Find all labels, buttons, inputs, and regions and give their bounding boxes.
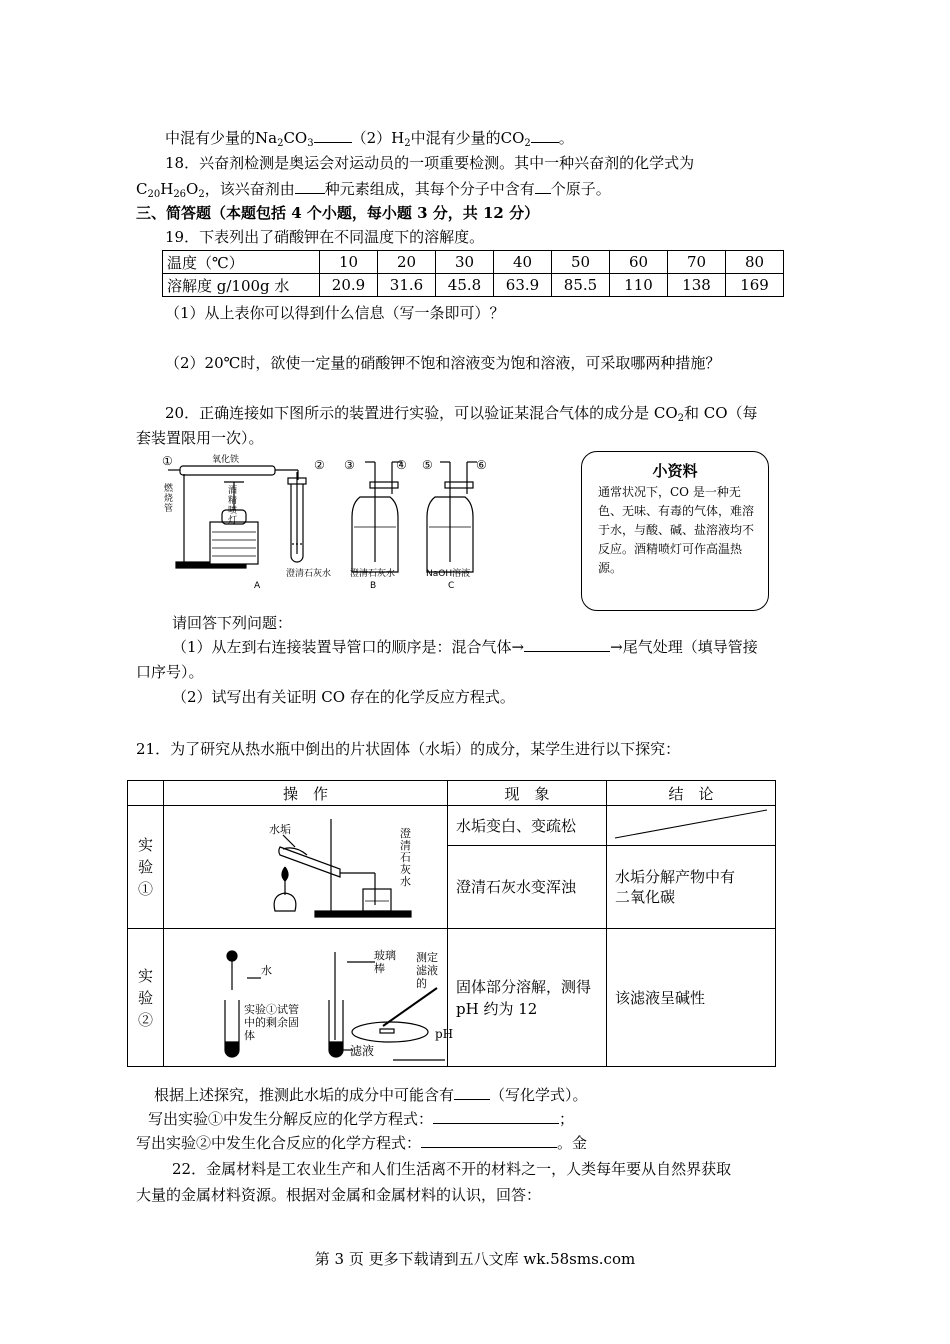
exp1-phenomenon-2: 澄清石灰水变浑浊 xyxy=(448,845,607,928)
q17-line: 中混有少量的$Na_2CO_3$ $(2)H_2$中混有少量的$CO_2$ 。 xyxy=(165,129,574,149)
ph-label: pH xyxy=(435,1027,454,1041)
measure-label: 测定滤液的 xyxy=(416,951,438,990)
spirit-lamp-label: 酒精喷灯 xyxy=(228,486,238,526)
table-cell: 80 xyxy=(726,251,784,274)
q20-line1: 20．正确连接如下图所示的装置进行实验，可以验证某混合气体的成分是 $CO_2$和 CO（每 xyxy=(165,404,758,424)
exp2-phenomenon: 固体部分溶解，测得pH 约为 12 xyxy=(448,929,607,1067)
port-6-label: ⑥ xyxy=(476,458,487,472)
q19-intro: 19．下表列出了硝酸钾在不同温度下的溶解度。 xyxy=(165,228,485,246)
exp1-phenomenon-1: 水垢变白、变疏松 xyxy=(448,806,607,846)
answer-blank[interactable] xyxy=(535,179,551,194)
scale-label: 水垢 xyxy=(269,823,291,836)
header-phenomenon: 现 象 xyxy=(448,781,607,806)
glass-rod-label: 玻璃棒 xyxy=(374,949,396,975)
table-cell: 40 xyxy=(494,251,552,274)
combustion-tube-label: 燃烧管 xyxy=(164,484,174,514)
slash-line xyxy=(607,806,773,844)
q20-sub1-cont: 口序号）。 xyxy=(136,663,204,681)
iron-oxide-label: 氧化铁 xyxy=(212,455,240,465)
solubility-table xyxy=(162,250,784,297)
limewater-a-label: 澄清石灰水 xyxy=(286,569,332,579)
residue-label: 实验①试管中的剩余固体 xyxy=(244,1003,299,1042)
table-cell: 50 xyxy=(552,251,610,274)
exp2-figure-cell xyxy=(164,929,454,1067)
q18-line2: $C_{20}H_{26}O_2$，该兴奋剂由 种元素组成，其每个分子中含有 个原子。 xyxy=(136,180,611,200)
apparatus-diagram xyxy=(160,452,505,592)
table-cell: 10 xyxy=(320,251,378,274)
table-row xyxy=(163,274,784,297)
answer-blank[interactable] xyxy=(531,128,559,143)
page-footer: 第 3 页 更多下载请到五八文库 wk.58sms.com xyxy=(314,1250,636,1268)
naoh-label: NaOH溶液 xyxy=(426,569,471,579)
info-box xyxy=(581,451,769,611)
q21-conclusion: 根据上述探究，推测此水垢的成分中可能含有 （写化学式）。 xyxy=(154,1086,588,1104)
port-5-label: ⑤ xyxy=(422,458,433,472)
answer-blank[interactable] xyxy=(314,128,352,143)
table-cell: 138 xyxy=(668,274,726,297)
filtration-figure xyxy=(165,930,454,1065)
q18-line1: 18．兴奋剂检测是奥运会对运动员的一项重要检测。其中一种兴奋剂的化学式为 xyxy=(165,154,695,172)
table-cell: 45.8 xyxy=(436,274,494,297)
q21-intro: 21．为了研究从热水瓶中倒出的片状固体（水垢）的成分，某学生进行以下探究： xyxy=(136,740,681,758)
q20-sub2: （2）试写出有关证明 CO 存在的化学反应方程式。 xyxy=(172,688,515,706)
exp2-conclusion: 该滤液呈碱性 xyxy=(607,929,776,1067)
table-cell: 温度（℃） xyxy=(163,251,320,274)
table-row xyxy=(128,806,776,846)
exp1-label: 实验① xyxy=(128,806,164,929)
apparatus-c-label: C xyxy=(448,581,455,591)
answer-blank[interactable] xyxy=(454,1085,490,1100)
port-3-label: ③ xyxy=(344,458,355,472)
answer-blank[interactable] xyxy=(295,179,325,194)
table-cell: 63.9 xyxy=(494,274,552,297)
table-cell: 20 xyxy=(378,251,436,274)
table-cell: 110 xyxy=(610,274,668,297)
table-row xyxy=(163,251,784,274)
info-text: 通常状况下，CO 是一种无色、无味、有毒的气体，难溶于水，与酸、碱、盐溶液均不反应。酒精喷灯可作高温热源。 xyxy=(598,485,755,575)
q21-eq1: 写出实验①中发生分解反应的化学方程式： ； xyxy=(148,1110,575,1128)
exp1-conclusion-1 xyxy=(607,806,776,846)
q19-sub2: （2）20℃时，欲使一定量的硝酸钾不饱和溶液变为饱和溶液，可采取哪两种措施？ xyxy=(165,354,721,372)
exp1-figure-cell xyxy=(164,806,448,929)
answer-blank[interactable] xyxy=(421,1133,557,1148)
table-cell xyxy=(128,781,164,806)
limewater-b-label: 澄清石灰水 xyxy=(350,569,396,579)
table-cell: 20.9 xyxy=(320,274,378,297)
header-operation: 操 作 xyxy=(164,781,448,806)
exp1-conclusion-2: 水垢分解产物中有二氧化碳 xyxy=(607,845,776,928)
port-4-label: ④ xyxy=(396,458,407,472)
table-cell: 85.5 xyxy=(552,274,610,297)
q22-line2: 大量的金属材料资源。根据对金属和金属材料的认识，回答： xyxy=(136,1186,542,1204)
info-title: 小资料 xyxy=(652,462,698,480)
answer-blank[interactable] xyxy=(524,637,610,652)
filtrate-label: 滤液 xyxy=(350,1044,375,1058)
apparatus-a-label: A xyxy=(254,581,261,591)
table-cell: 溶解度 g/100g 水 xyxy=(163,274,320,297)
table-cell: 70 xyxy=(668,251,726,274)
q20-line2: 套装置限用一次）。 xyxy=(136,429,264,447)
header-conclusion: 结 论 xyxy=(607,781,776,806)
port-2-label: ② xyxy=(314,458,325,472)
q20-sub1: （1）从左到右连接装置导管口的顺序是：混合气体→ →尾气处理（填导管接 xyxy=(172,638,758,656)
port-1-label: ① xyxy=(162,454,173,468)
q20-ask: 请回答下列问题： xyxy=(172,614,293,632)
apparatus-b-label: B xyxy=(370,581,377,591)
limewater-label: 澄清石灰水 xyxy=(400,827,411,888)
answer-blank[interactable] xyxy=(433,1109,559,1124)
q21-eq2: 写出实验②中发生化合反应的化学方程式： 。金 xyxy=(136,1134,588,1152)
q22-line1: 22．金属材料是工农业生产和人们生活离不开的材料之一，人类每年要从自然界获取 xyxy=(172,1160,732,1178)
water-label: 水 xyxy=(261,964,272,977)
table-cell: 60 xyxy=(610,251,668,274)
experiment-table xyxy=(127,780,776,1067)
exp2-label: 实验② xyxy=(128,929,164,1067)
table-cell: 31.6 xyxy=(378,274,436,297)
table-cell: 169 xyxy=(726,274,784,297)
table-cell: 30 xyxy=(436,251,494,274)
q19-sub1: （1）从上表你可以得到什么信息（写一条即可）？ xyxy=(165,304,505,322)
table-row xyxy=(128,929,776,1067)
table-row xyxy=(128,781,776,806)
section-title: 三、简答题（本题包括 4 个小题，每小题 3 分，共 12 分） xyxy=(136,204,540,222)
